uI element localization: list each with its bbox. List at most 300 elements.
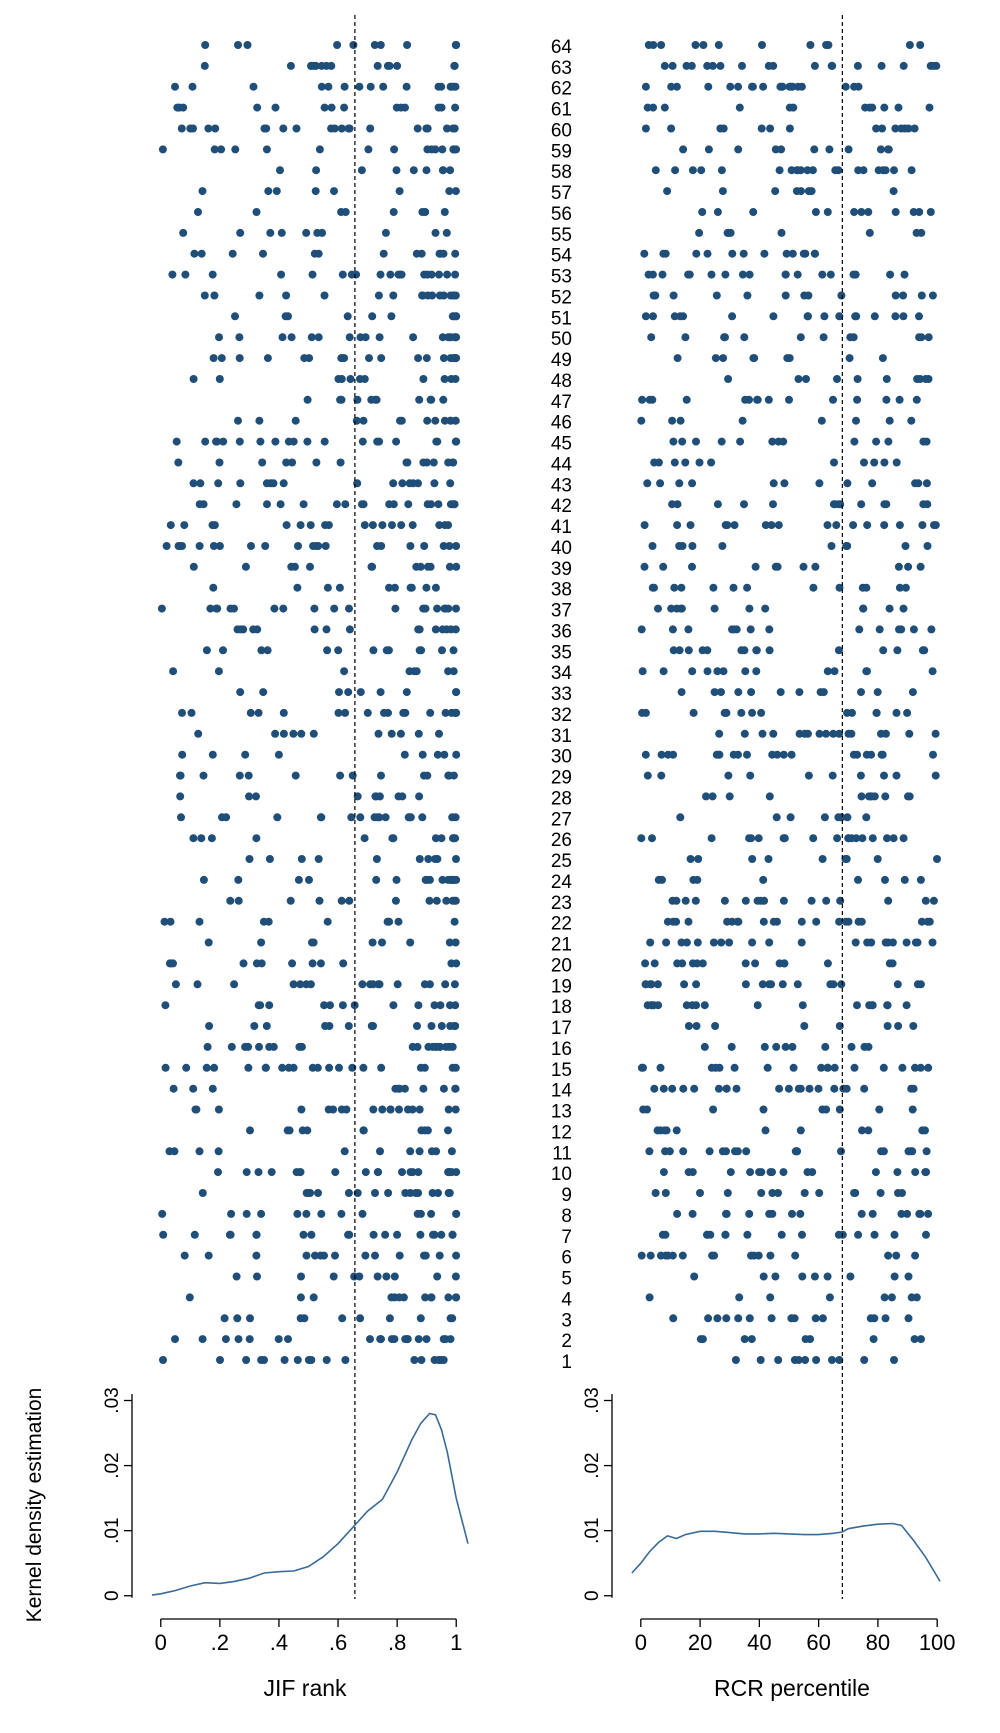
strip-point [201, 62, 209, 70]
strip-point [356, 1314, 364, 1322]
strip-point [854, 62, 862, 70]
strip-point [423, 772, 431, 780]
strip-point [929, 667, 937, 675]
strip-point [787, 1314, 795, 1322]
strip-point [747, 625, 755, 633]
strip-point [755, 1252, 763, 1260]
strip-point [314, 1064, 322, 1072]
strip-point [760, 918, 768, 926]
strip-point [658, 751, 666, 759]
strip-point [752, 667, 760, 675]
strip-point [409, 333, 417, 341]
strip-point [159, 1356, 167, 1364]
strip-point [321, 104, 329, 112]
strip-point [435, 730, 443, 738]
strip-point [768, 521, 776, 529]
strip-point [311, 250, 319, 258]
strip-point [371, 792, 379, 800]
strip-point [219, 646, 227, 654]
strip-point [771, 1273, 779, 1281]
strip-point [173, 438, 181, 446]
strip-point [196, 1147, 204, 1155]
category-label: 62 [550, 78, 572, 100]
strip-point [441, 980, 449, 988]
strip-point [785, 396, 793, 404]
y-tick-label: 0 [582, 1590, 603, 1602]
strip-point [438, 1022, 446, 1030]
strip-point [812, 918, 820, 926]
strip-point [780, 897, 788, 905]
strip-point [407, 584, 415, 592]
strip-point [242, 1356, 250, 1364]
strip-point [766, 1293, 774, 1301]
strip-point [642, 709, 650, 717]
category-label: 61 [550, 99, 572, 121]
strip-point [697, 1335, 705, 1343]
strip-point [451, 145, 459, 153]
strip-point [901, 876, 909, 884]
strip-point [759, 83, 767, 91]
strip-point [893, 646, 901, 654]
strip-point [452, 1064, 460, 1072]
strip-point [641, 959, 649, 967]
strip-point [447, 500, 455, 508]
strip-point [278, 229, 286, 237]
strip-point [828, 542, 836, 550]
strip-point [731, 1064, 739, 1072]
strip-point [317, 1210, 325, 1218]
strip-point [432, 834, 440, 842]
strip-point [439, 333, 447, 341]
strip-point [709, 584, 717, 592]
strip-point [927, 625, 935, 633]
strip-point [734, 1314, 742, 1322]
strip-point [918, 521, 926, 529]
strip-point [350, 1273, 358, 1281]
strip-point [659, 250, 667, 258]
strip-point [886, 417, 894, 425]
strip-point [377, 354, 385, 362]
strip-point [727, 1168, 735, 1176]
strip-point [339, 1001, 347, 1009]
rcr-density-plot [582, 1387, 956, 1655]
strip-point [898, 1064, 906, 1072]
strip-point [900, 834, 908, 842]
strip-point [811, 563, 819, 571]
strip-point [880, 104, 888, 112]
strip-point [422, 1252, 430, 1260]
strip-point [899, 292, 907, 300]
strip-point [361, 834, 369, 842]
strip-point [651, 292, 659, 300]
strip-point [395, 1106, 403, 1114]
strip-point [344, 688, 352, 696]
strip-point [291, 563, 299, 571]
strip-point [338, 125, 346, 133]
strip-point [879, 354, 887, 362]
strip-point [452, 375, 460, 383]
strip-point [386, 271, 394, 279]
strip-point [638, 396, 646, 404]
strip-point [884, 145, 892, 153]
category-label: 45 [550, 433, 572, 455]
strip-point [714, 208, 722, 216]
strip-point [688, 667, 696, 675]
strip-point [673, 1126, 681, 1134]
strip-point [448, 1147, 456, 1155]
y-tick-label: .02 [102, 1452, 123, 1479]
strip-point [177, 772, 185, 780]
strip-point [884, 1022, 892, 1030]
strip-point [877, 145, 885, 153]
strip-point [657, 1064, 665, 1072]
strip-point [857, 500, 865, 508]
strip-point [740, 250, 748, 258]
strip-point [837, 1147, 845, 1155]
strip-point [236, 772, 244, 780]
strip-point [717, 688, 725, 696]
strip-point [777, 688, 785, 696]
strip-point [389, 292, 397, 300]
strip-point [800, 250, 808, 258]
strip-point [723, 1210, 731, 1218]
strip-point [867, 751, 875, 759]
strip-point [817, 1064, 825, 1072]
strip-point [307, 521, 315, 529]
strip-point [740, 333, 748, 341]
strip-point [732, 1356, 740, 1364]
strip-point [859, 605, 867, 613]
category-label: 38 [550, 579, 572, 601]
strip-point [450, 646, 458, 654]
strip-point [839, 1085, 847, 1093]
strip-point [359, 1064, 367, 1072]
strip-point [236, 229, 244, 237]
strip-point [721, 897, 729, 905]
strip-point [386, 1314, 394, 1322]
strip-point [778, 229, 786, 237]
strip-point [677, 584, 685, 592]
x-axis-label-rcr: RCR percentile [714, 1675, 870, 1701]
strip-point [883, 1001, 891, 1009]
strip-point [669, 438, 677, 446]
strip-point [834, 813, 842, 821]
strip-point [715, 1085, 723, 1093]
strip-point [870, 459, 878, 467]
strip-point [360, 417, 368, 425]
strip-point [901, 271, 909, 279]
strip-point [297, 521, 305, 529]
strip-point [808, 897, 816, 905]
strip-point [753, 396, 761, 404]
strip-point [178, 125, 186, 133]
strip-point [158, 1210, 166, 1218]
strip-point [846, 333, 854, 341]
category-label: 33 [550, 684, 572, 706]
strip-point [431, 1231, 439, 1239]
strip-point [642, 125, 650, 133]
strip-point [280, 730, 288, 738]
strip-point [375, 438, 383, 446]
strip-point [893, 459, 901, 467]
strip-point [442, 605, 450, 613]
strip-point [768, 1210, 776, 1218]
strip-point [444, 1126, 452, 1134]
strip-point [746, 772, 754, 780]
strip-point [728, 1043, 736, 1051]
strip-point [765, 939, 773, 947]
strip-point [312, 459, 320, 467]
strip-point [811, 250, 819, 258]
strip-point [661, 1147, 669, 1155]
strip-point [871, 1231, 879, 1239]
strip-point [779, 980, 787, 988]
strip-point [444, 459, 452, 467]
strip-point [231, 312, 239, 320]
strip-point [452, 354, 460, 362]
strip-point [358, 166, 366, 174]
strip-point [234, 876, 242, 884]
strip-point [390, 145, 398, 153]
strip-point [178, 751, 186, 759]
strip-point [227, 1231, 235, 1239]
strip-point [441, 417, 449, 425]
strip-point [821, 1043, 829, 1051]
strip-point [895, 104, 903, 112]
strip-point [906, 41, 914, 49]
strip-point [222, 813, 230, 821]
strip-point [786, 354, 794, 362]
strip-point [812, 1356, 820, 1364]
category-label: 7 [561, 1226, 572, 1248]
strip-point [751, 959, 759, 967]
strip-point [178, 709, 186, 717]
strip-point [442, 1335, 450, 1343]
strip-point [741, 730, 749, 738]
strip-point [358, 500, 366, 508]
strip-point [703, 1231, 711, 1239]
strip-point [395, 918, 403, 926]
strip-point [825, 145, 833, 153]
strip-point [819, 1314, 827, 1322]
strip-point [451, 980, 459, 988]
category-label: 9 [561, 1185, 572, 1207]
strip-point [317, 1252, 325, 1260]
strip-point [416, 1231, 424, 1239]
strip-point [428, 271, 436, 279]
strip-point [742, 897, 750, 905]
strip-point [881, 792, 889, 800]
strip-point [392, 897, 400, 905]
strip-point [275, 1335, 283, 1343]
strip-point [923, 1147, 931, 1155]
strip-point [390, 208, 398, 216]
strip-point [451, 1001, 459, 1009]
strip-point [407, 1168, 415, 1176]
strip-point [296, 1168, 304, 1176]
strip-point [911, 479, 919, 487]
strip-point [444, 876, 452, 884]
strip-point [443, 271, 451, 279]
strip-point [801, 1356, 809, 1364]
strip-point [369, 1106, 377, 1114]
strip-point [452, 855, 460, 863]
strip-point [917, 563, 925, 571]
strip-point [452, 1273, 460, 1281]
strip-point [253, 1273, 261, 1281]
strip-point [379, 83, 387, 91]
strip-point [216, 375, 224, 383]
strip-point [428, 1022, 436, 1030]
strip-point [930, 897, 938, 905]
strip-point [673, 605, 681, 613]
strip-point [218, 354, 226, 362]
strip-point [326, 1001, 334, 1009]
strip-point [806, 41, 814, 49]
strip-point [198, 250, 206, 258]
category-label: 23 [550, 892, 572, 914]
strip-point [917, 1064, 925, 1072]
strip-point [882, 1314, 890, 1322]
strip-point [279, 333, 287, 341]
strip-point [759, 876, 767, 884]
strip-point [708, 271, 716, 279]
strip-point [696, 1189, 704, 1197]
strip-point [662, 939, 670, 947]
strip-point [334, 646, 342, 654]
category-label: 28 [550, 788, 572, 810]
strip-point [247, 709, 255, 717]
strip-point [451, 104, 459, 112]
strip-point [216, 1356, 224, 1364]
strip-point [646, 980, 654, 988]
strip-point [718, 166, 726, 174]
strip-point [398, 792, 406, 800]
strip-point [689, 1210, 697, 1218]
strip-point [855, 83, 863, 91]
strip-point [765, 396, 773, 404]
strip-point [860, 166, 868, 174]
strip-point [410, 1356, 418, 1364]
strip-point [728, 250, 736, 258]
strip-point [288, 333, 296, 341]
strip-point [647, 333, 655, 341]
strip-point [250, 83, 258, 91]
strip-point [452, 1293, 460, 1301]
x-tick-label: .4 [269, 1630, 289, 1655]
strip-point [743, 1231, 751, 1239]
category-label: 27 [550, 809, 572, 831]
strip-point [434, 751, 442, 759]
strip-point [804, 292, 812, 300]
strip-point [679, 542, 687, 550]
strip-point [295, 876, 303, 884]
strip-point [926, 918, 934, 926]
strip-point [739, 271, 747, 279]
strip-point [883, 834, 891, 842]
strip-point [441, 208, 449, 216]
strip-point [773, 813, 781, 821]
strip-point [263, 1022, 271, 1030]
strip-point [918, 918, 926, 926]
strip-point [417, 1210, 425, 1218]
strip-point [279, 605, 287, 613]
strip-point [388, 521, 396, 529]
category-label: 59 [550, 141, 572, 163]
strip-point [419, 751, 427, 759]
strip-point [258, 959, 266, 967]
strip-point [847, 730, 855, 738]
strip-point [374, 1168, 382, 1176]
strip-point [391, 605, 399, 613]
strip-point [743, 292, 751, 300]
strip-point [857, 688, 865, 696]
strip-point [717, 939, 725, 947]
strip-point [190, 375, 198, 383]
category-label: 18 [550, 997, 572, 1019]
strip-point [375, 292, 383, 300]
strip-point [715, 730, 723, 738]
strip-point [418, 208, 426, 216]
strip-point [919, 646, 927, 654]
strip-point [824, 1273, 832, 1281]
strip-point [397, 104, 405, 112]
strip-point [414, 1001, 422, 1009]
strip-point [340, 104, 348, 112]
strip-point [403, 83, 411, 91]
strip-point [804, 312, 812, 320]
strip-point [822, 730, 830, 738]
strip-point [342, 208, 350, 216]
strip-point [189, 125, 197, 133]
strip-point [210, 292, 218, 300]
strip-point [806, 1085, 814, 1093]
strip-point [357, 333, 365, 341]
strip-point [803, 166, 811, 174]
strip-point [221, 1314, 229, 1322]
strip-point [431, 417, 439, 425]
strip-point [249, 625, 257, 633]
strip-point [255, 709, 263, 717]
strip-point [325, 1064, 333, 1072]
strip-point [345, 605, 353, 613]
strip-point [765, 855, 773, 863]
strip-point [371, 396, 379, 404]
strip-point [640, 250, 648, 258]
strip-point [857, 772, 865, 780]
category-label: 52 [550, 287, 572, 309]
strip-point [657, 772, 665, 780]
strip-point [420, 542, 428, 550]
strip-point [822, 41, 830, 49]
strip-point [659, 1231, 667, 1239]
strip-point [361, 1252, 369, 1260]
strip-point [447, 959, 455, 967]
strip-point [757, 1168, 765, 1176]
strip-point [749, 208, 757, 216]
strip-point [706, 1147, 714, 1155]
strip-point [916, 1210, 924, 1218]
strip-point [658, 876, 666, 884]
strip-point [288, 959, 296, 967]
strip-point [361, 375, 369, 383]
strip-point [233, 1273, 241, 1281]
strip-point [680, 980, 688, 988]
strip-point [446, 939, 454, 947]
strip-point [212, 605, 220, 613]
strip-point [659, 563, 667, 571]
strip-point [772, 1043, 780, 1051]
